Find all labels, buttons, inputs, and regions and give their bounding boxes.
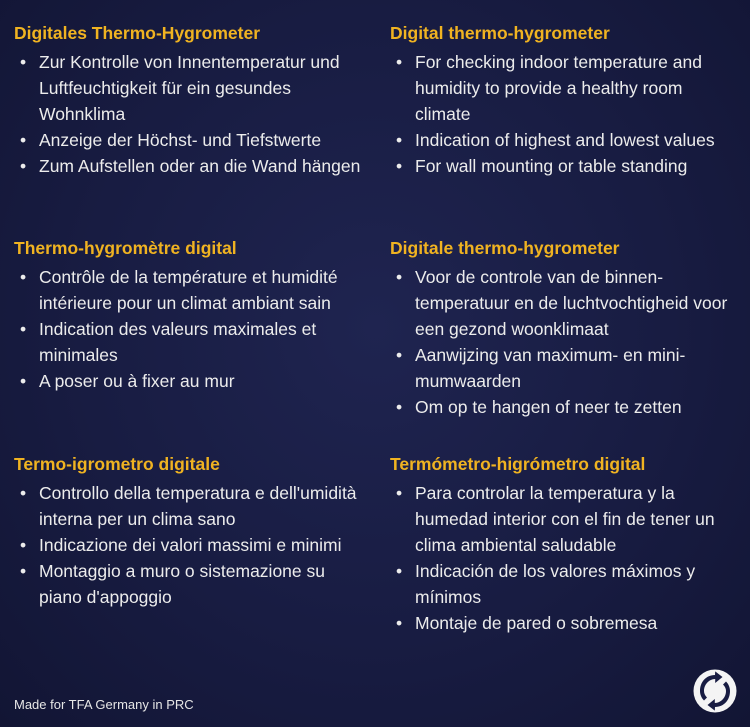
list-item-text: Zur Kontrolle von Innentemperatur und Luftfeuchtigkeit für ein gesundes Wohnklima	[39, 52, 340, 124]
list-item-text: Controllo della temperatura e dell'umidità interna per un clima sano	[39, 483, 357, 529]
list-item-text: Indicazione dei valori massimi e minimi	[39, 535, 342, 555]
section-title: Digitales Thermo-Hygrometer	[14, 23, 261, 43]
bullet: •	[20, 156, 27, 176]
list-item-text: Om op te hangen of neer te zetten	[415, 397, 682, 417]
section-title: Digitale thermo-hygrometer	[390, 238, 620, 258]
list-item	[14, 558, 364, 610]
feature-list	[390, 480, 740, 636]
section-title: Digital thermo-hygrometer	[390, 23, 610, 43]
list-item	[14, 153, 364, 179]
list-item	[390, 342, 740, 394]
bullet: •	[396, 267, 403, 287]
list-item	[390, 49, 740, 127]
section-italian	[14, 451, 364, 610]
list-item	[14, 264, 364, 316]
list-item	[14, 316, 364, 368]
section-spanish	[390, 451, 740, 636]
section-german	[14, 20, 364, 179]
list-item	[390, 610, 740, 636]
section-title: Termo-igrometro digitale	[14, 454, 220, 474]
bullet: •	[396, 52, 403, 72]
list-item-text: Indicación de los valores máximos y mínimos	[415, 561, 696, 607]
feature-list	[14, 264, 364, 394]
manufacturer-note: Made for TFA Germany in PRC	[14, 697, 194, 712]
list-item-text: Indication of highest and lowest values	[415, 130, 715, 150]
section-title: Thermo-hygromètre digital	[14, 238, 237, 258]
bullet: •	[396, 397, 403, 417]
list-item	[390, 264, 740, 342]
bullet: •	[20, 52, 27, 72]
section-english	[390, 20, 740, 179]
list-item-text: A poser ou à fixer au mur	[39, 371, 235, 391]
list-item	[14, 127, 364, 153]
feature-list	[14, 49, 364, 179]
bullet: •	[396, 613, 403, 633]
list-item-text: Voor de controle van de binnen-temperatuur en de luchtvochtigheid voor een gezond woonklimaat	[415, 267, 728, 339]
bullet: •	[20, 319, 27, 339]
list-item	[390, 127, 740, 153]
bullet: •	[396, 561, 403, 581]
feature-list	[390, 264, 740, 420]
list-item	[14, 368, 364, 394]
list-item	[14, 480, 364, 532]
list-item-text: Indication des valeurs maximales et minimales	[39, 319, 317, 365]
bullet: •	[20, 130, 27, 150]
list-item	[14, 532, 364, 558]
bullet: •	[20, 371, 27, 391]
list-item	[390, 480, 740, 558]
list-item-text: For wall mounting or table standing	[415, 156, 688, 176]
bullet: •	[20, 483, 27, 503]
section-french	[14, 235, 364, 394]
list-item-text: Para controlar la temperatura y la humedad interior con el fin de tener un clima ambiental saludable	[415, 483, 715, 555]
list-item	[390, 558, 740, 610]
bullet: •	[20, 267, 27, 287]
list-item-text: For checking indoor temperature and humidity to provide a healthy room climate	[415, 52, 702, 124]
feature-list	[390, 49, 740, 179]
list-item	[14, 49, 364, 127]
section-dutch	[390, 235, 740, 420]
list-item-text: Montaje de pared o sobremesa	[415, 613, 658, 633]
list-item-text: Aanwijzing van maximum- en mini-mumwaarden	[415, 345, 686, 391]
section-title: Termómetro-higrómetro digital	[390, 454, 646, 474]
bullet: •	[396, 345, 403, 365]
list-item	[390, 153, 740, 179]
bullet: •	[20, 535, 27, 555]
list-item-text: Contrôle de la température et humidité intérieure pour un climat ambiant sain	[39, 267, 338, 313]
bullet: •	[396, 156, 403, 176]
list-item-text: Montaggio a muro o sistemazione su piano d'appoggio	[39, 561, 325, 607]
bullet: •	[396, 130, 403, 150]
feature-list	[14, 480, 364, 610]
green-dot-recycling-icon	[692, 668, 738, 714]
list-item	[390, 394, 740, 420]
list-item-text: Zum Aufstellen oder an die Wand hängen	[39, 156, 361, 176]
list-item-text: Anzeige der Höchst- und Tiefstwerte	[39, 130, 322, 150]
bullet: •	[396, 483, 403, 503]
bullet: •	[20, 561, 27, 581]
